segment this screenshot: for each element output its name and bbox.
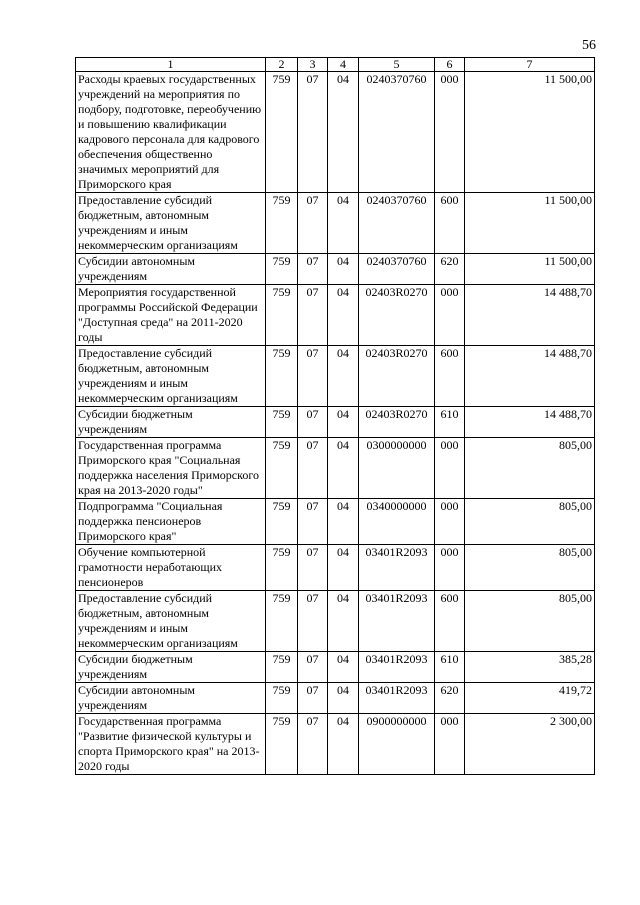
budget-table <box>75 57 595 775</box>
row-code-cell: 759 <box>266 714 298 775</box>
row-type-cell: 000 <box>435 499 465 545</box>
table-row <box>76 193 595 254</box>
row-code-cell: 759 <box>266 545 298 591</box>
row-code-cell: 759 <box>266 591 298 652</box>
row-code-cell: 759 <box>266 285 298 346</box>
column-header: 3 <box>298 58 328 72</box>
row-amount-cell: 419,72 <box>465 683 595 714</box>
row-amount-cell: 2 300,00 <box>465 714 595 775</box>
table-row <box>76 499 595 545</box>
row-section-cell: 07 <box>298 285 328 346</box>
table-header-row <box>76 58 595 72</box>
row-target-cell: 0340000000 <box>359 499 435 545</box>
row-amount-cell: 805,00 <box>465 545 595 591</box>
row-target-cell: 02403R0270 <box>359 285 435 346</box>
row-subsection-cell: 04 <box>328 193 359 254</box>
table-row <box>76 407 595 438</box>
row-target-cell: 02403R0270 <box>359 346 435 407</box>
row-type-cell: 000 <box>435 72 465 193</box>
row-target-cell: 03401R2093 <box>359 545 435 591</box>
row-amount-cell: 11 500,00 <box>465 254 595 285</box>
row-target-cell: 0240370760 <box>359 254 435 285</box>
table-body <box>76 72 595 775</box>
row-type-cell: 620 <box>435 683 465 714</box>
table-row <box>76 545 595 591</box>
row-name-cell: Государственная программа "Развитие физической культуры и спорта Приморского края" на 2013-2020 годы <box>76 714 266 775</box>
table-row <box>76 346 595 407</box>
row-name-cell: Субсидии автономным учреждениям <box>76 254 266 285</box>
row-code-cell: 759 <box>266 499 298 545</box>
row-amount-cell: 805,00 <box>465 499 595 545</box>
row-amount-cell: 11 500,00 <box>465 193 595 254</box>
row-type-cell: 000 <box>435 285 465 346</box>
row-code-cell: 759 <box>266 683 298 714</box>
row-name-cell: Обучение компьютерной грамотности неработающих пенсионеров <box>76 545 266 591</box>
row-code-cell: 759 <box>266 72 298 193</box>
row-section-cell: 07 <box>298 254 328 285</box>
row-type-cell: 600 <box>435 346 465 407</box>
row-name-cell: Предоставление субсидий бюджетным, автономным учреждениям и иным некоммерческим организациям <box>76 193 266 254</box>
row-section-cell: 07 <box>298 72 328 193</box>
row-name-cell: Мероприятия государственной программы Российской Федерации "Доступная среда" на 2011-2020 годы <box>76 285 266 346</box>
row-subsection-cell: 04 <box>328 72 359 193</box>
row-code-cell: 759 <box>266 254 298 285</box>
table-row <box>76 254 595 285</box>
row-type-cell: 620 <box>435 254 465 285</box>
table-row <box>76 591 595 652</box>
table-row <box>76 683 595 714</box>
row-code-cell: 759 <box>266 438 298 499</box>
row-subsection-cell: 04 <box>328 285 359 346</box>
column-header: 5 <box>359 58 435 72</box>
row-name-cell: Предоставление субсидий бюджетным, автономным учреждениям и иным некоммерческим организациям <box>76 346 266 407</box>
row-target-cell: 03401R2093 <box>359 591 435 652</box>
row-section-cell: 07 <box>298 714 328 775</box>
row-subsection-cell: 04 <box>328 652 359 683</box>
row-amount-cell: 14 488,70 <box>465 285 595 346</box>
row-section-cell: 07 <box>298 591 328 652</box>
row-target-cell: 0300000000 <box>359 438 435 499</box>
row-section-cell: 07 <box>298 499 328 545</box>
column-header: 2 <box>266 58 298 72</box>
row-subsection-cell: 04 <box>328 254 359 285</box>
row-target-cell: 03401R2093 <box>359 683 435 714</box>
row-section-cell: 07 <box>298 652 328 683</box>
row-subsection-cell: 04 <box>328 499 359 545</box>
table-row <box>76 72 595 193</box>
row-subsection-cell: 04 <box>328 714 359 775</box>
row-section-cell: 07 <box>298 683 328 714</box>
row-section-cell: 07 <box>298 545 328 591</box>
row-type-cell: 600 <box>435 591 465 652</box>
row-name-cell: Государственная программа Приморского края "Социальная поддержка населения Приморского края на 2013-2020 годы" <box>76 438 266 499</box>
row-code-cell: 759 <box>266 407 298 438</box>
row-target-cell: 0240370760 <box>359 72 435 193</box>
row-target-cell: 02403R0270 <box>359 407 435 438</box>
row-section-cell: 07 <box>298 193 328 254</box>
row-name-cell: Субсидии автономным учреждениям <box>76 683 266 714</box>
row-code-cell: 759 <box>266 346 298 407</box>
table-row <box>76 438 595 499</box>
row-type-cell: 000 <box>435 438 465 499</box>
row-code-cell: 759 <box>266 193 298 254</box>
row-subsection-cell: 04 <box>328 346 359 407</box>
row-type-cell: 610 <box>435 652 465 683</box>
row-type-cell: 610 <box>435 407 465 438</box>
row-amount-cell: 14 488,70 <box>465 407 595 438</box>
row-name-cell: Субсидии бюджетным учреждениям <box>76 652 266 683</box>
row-amount-cell: 14 488,70 <box>465 346 595 407</box>
column-header: 7 <box>465 58 595 72</box>
row-subsection-cell: 04 <box>328 545 359 591</box>
row-amount-cell: 11 500,00 <box>465 72 595 193</box>
table-row <box>76 714 595 775</box>
row-name-cell: Расходы краевых государственных учреждений на мероприятия по подбору, подготовке, переобучению и повышению квалификации кадрового персонала для кадрового обеспечения общественно значимых мероприятий для Приморского края <box>76 72 266 193</box>
row-amount-cell: 385,28 <box>465 652 595 683</box>
row-type-cell: 000 <box>435 545 465 591</box>
row-name-cell: Субсидии бюджетным учреждениям <box>76 407 266 438</box>
row-code-cell: 759 <box>266 652 298 683</box>
row-section-cell: 07 <box>298 407 328 438</box>
row-name-cell: Подпрограмма "Социальная поддержка пенсионеров Приморского края" <box>76 499 266 545</box>
column-header: 6 <box>435 58 465 72</box>
row-target-cell: 0900000000 <box>359 714 435 775</box>
row-section-cell: 07 <box>298 438 328 499</box>
table-row <box>76 285 595 346</box>
row-subsection-cell: 04 <box>328 683 359 714</box>
row-subsection-cell: 04 <box>328 407 359 438</box>
row-amount-cell: 805,00 <box>465 438 595 499</box>
column-header: 4 <box>328 58 359 72</box>
column-header: 1 <box>76 58 266 72</box>
row-name-cell: Предоставление субсидий бюджетным, автономным учреждениям и иным некоммерческим организациям <box>76 591 266 652</box>
table-row <box>76 652 595 683</box>
row-target-cell: 03401R2093 <box>359 652 435 683</box>
row-subsection-cell: 04 <box>328 591 359 652</box>
row-amount-cell: 805,00 <box>465 591 595 652</box>
row-type-cell: 600 <box>435 193 465 254</box>
row-section-cell: 07 <box>298 346 328 407</box>
row-type-cell: 000 <box>435 714 465 775</box>
page-number: 56 <box>582 38 596 53</box>
row-target-cell: 0240370760 <box>359 193 435 254</box>
row-subsection-cell: 04 <box>328 438 359 499</box>
